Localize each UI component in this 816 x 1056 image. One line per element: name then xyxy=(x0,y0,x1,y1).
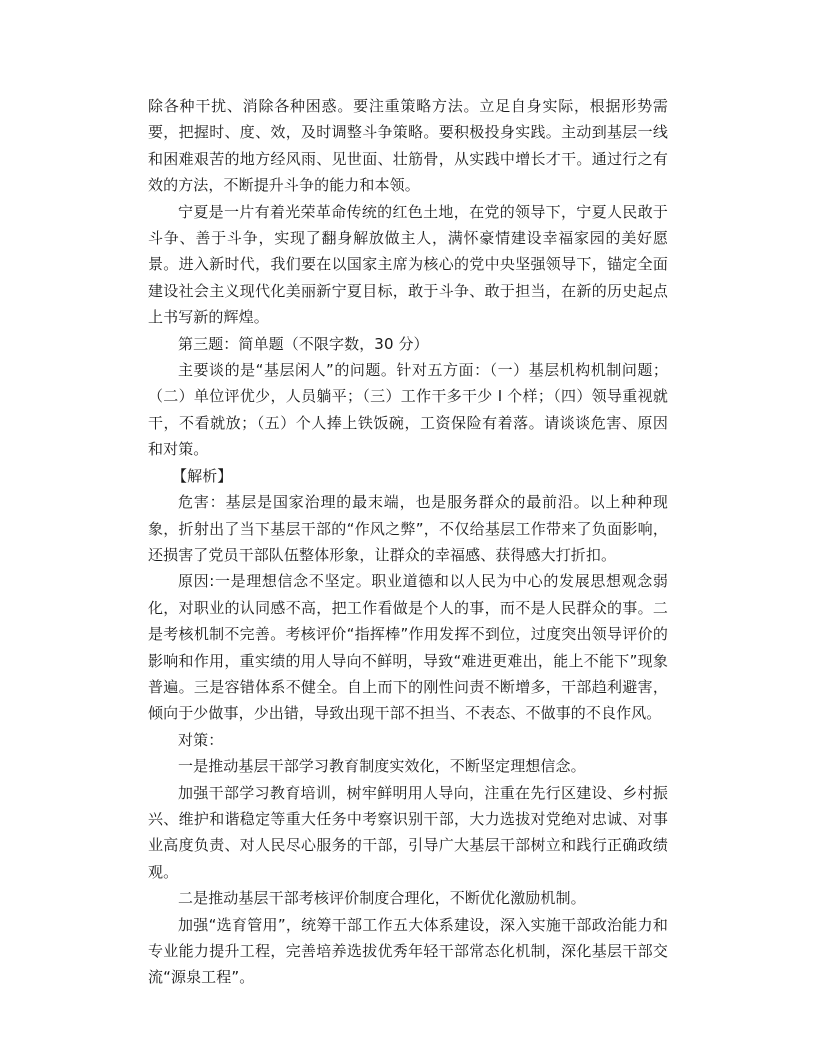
measure-one-detail: 加强干部学习教育培训，树牢鲜明用人导向，注重在先行区建设、乡村振兴、维护和谐稳定等重大任务中考察识别干部，大力选拔对党绝对忠诚、对事业高度负责、对人民尽心服务的干部，引导广大基层干部树立和践行正确政绩观。 xyxy=(148,783,668,881)
paragraph-ningxia: 宁夏是一片有着光荣革命传统的红色土地，在党的领导下，宁夏人民敢于斗争、善于斗争，实现了翻身解放做主人，满怀豪情建设幸福家园的美好愿景。进入新时代，我们要在以国家主席为核心的党中央坚强领导下，锚定全面建设社会主义现代化美丽新宁夏目标，敢于斗争、敢于担当，在新的历史起点上书写新的辉煌。 xyxy=(148,202,668,327)
measure-one-heading: 一是推动基层干部学习教育制度实效化，不断坚定理想信念。 xyxy=(178,757,586,776)
paragraph-causes: 原因:一是理想信念不坚定。职业道德和以人民为中心的发展思想观念弱化，对职业的认同感不高，把工作看做是个人的事，而不是人民群众的事。二是考核机制不完善。考核评价“指挥棒”作用发挥不到位，过度突出领导评价的影响和作用，重实绩的用人导向不鲜明，导致“难进更难出，能上不能下”现象普遍。三是容错体系不健全。自上而下的刚性问责不断增多，干部趋利避害，倾向于少做事，少出错，导致出现干部不担当、不表态、不做事的不良作风。 xyxy=(148,572,668,723)
document-body xyxy=(148,93,668,991)
measure-two-heading: 二是推动基层干部考核评价制度合理化，不断优化激励机制。 xyxy=(178,889,586,908)
analysis-label: 【解析】 xyxy=(172,466,233,485)
measure-two-detail: 加强“选育管用”，统筹干部工作五大体系建设，深入实施干部政治能力和专业能力提升工程，完善培养选拔优秀年轻干部常态化机制，深化基层干部交流“源泉工程”。 xyxy=(148,915,668,987)
countermeasures-label: 对策： xyxy=(178,730,224,749)
question-three-prompt: 主要谈的是“基层闲人”的问题。针对五方面：（一）基层机构机制问题；（二）单位评优少，人员躺平；（三）工作干多干少 I 个样；（四）领导重视就干，不看就放；（五）个人捧上铁饭碗，工资保险有着落。请谈谈危害、原因和对策。 xyxy=(148,361,668,459)
question-three-heading: 第三题：简单题（不限字数，30 分） xyxy=(178,334,429,353)
paragraph-strategy-continuation: 除各种干扰、消除各种困惑。要注重策略方法。立足自身实际，根据形势需要，把握时、度、效，及时调整斗争策略。要积极投身实践。主动到基层一线和困难艰苦的地方经风雨、见世面、壮筋骨，从实践中增长才干。通过行之有效的方法，不断提升斗争的能力和本领。 xyxy=(148,97,668,195)
paragraph-harm: 危害：基层是国家治理的最末端，也是服务群众的最前沿。以上种种现象，折射出了当下基层干部的“作风之弊”，不仅给基层工作带来了负面影响，还损害了党员干部队伍整体形象，让群众的幸福感、获得感大打折扣。 xyxy=(148,493,668,564)
